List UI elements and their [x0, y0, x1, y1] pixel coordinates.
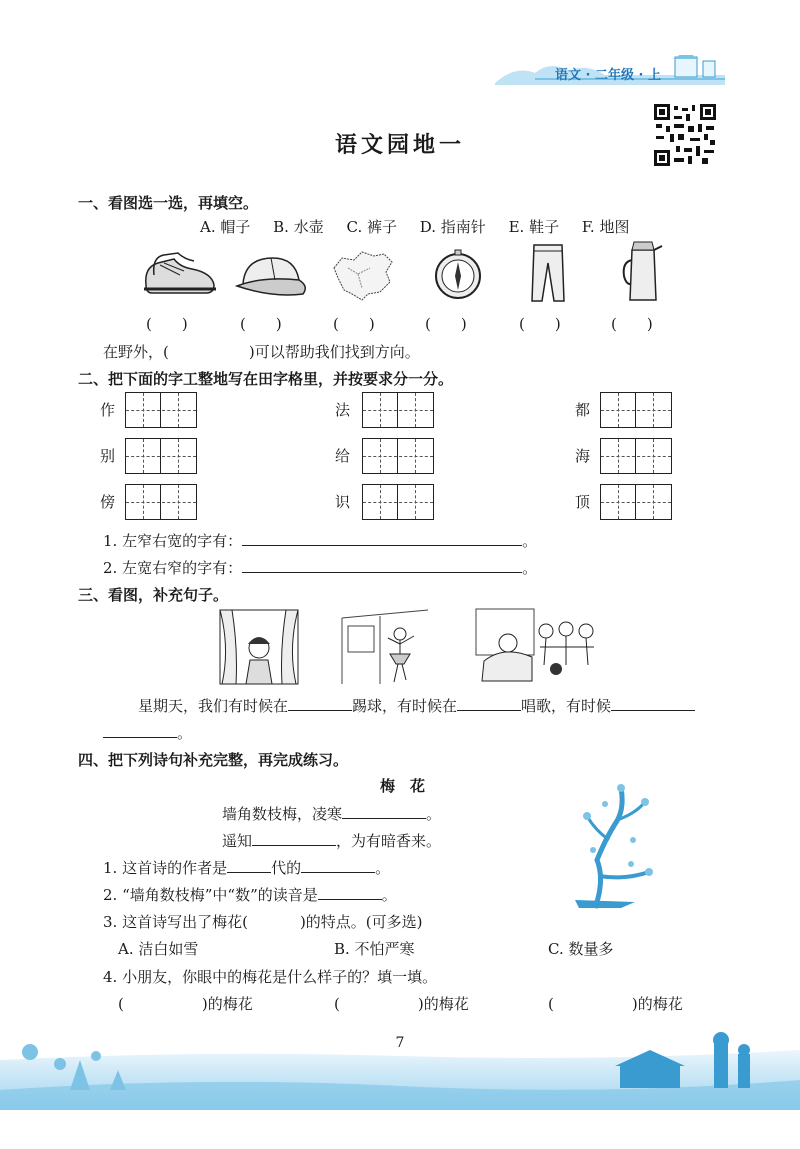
practice-char: 傍: [100, 493, 116, 511]
answer-line[interactable]: [252, 845, 336, 846]
choice-c[interactable]: C. 数量多: [548, 940, 614, 958]
tianzi-grid[interactable]: [125, 438, 197, 474]
question-3-sentence: 星期天，我们有时候在 踢球，有时候在 唱歌，有时候: [138, 695, 695, 716]
question-3-continuation: 。: [103, 722, 192, 743]
tianzi-grid[interactable]: [362, 438, 434, 474]
page-title: 语文园地一: [334, 132, 465, 158]
answer-line[interactable]: [301, 872, 375, 873]
question-2-1: 1. 左窄右宽的字有： 。: [103, 532, 538, 550]
page-number: 7: [395, 1035, 405, 1051]
section-2-heading: 二、把下面的字工整地写在田字格里，并按要求分一分。: [78, 370, 454, 388]
tianzi-grid[interactable]: [600, 392, 672, 428]
option-c: C. 裤子: [346, 218, 397, 236]
tianzi-grid[interactable]: [600, 484, 672, 520]
option-b: B. 水壶: [273, 218, 324, 236]
option-f: F. 地图: [581, 218, 630, 236]
answer-line[interactable]: [611, 710, 695, 711]
map-picture: [328, 248, 398, 303]
dancing-girl-picture: [340, 608, 430, 686]
practice-char: 都: [575, 401, 591, 419]
singing-window-picture: [218, 608, 300, 686]
compass-picture: [433, 248, 483, 303]
footer-decoration: [0, 1020, 800, 1110]
question-2-2: 2. 左宽右窄的字有： 。: [103, 559, 538, 577]
option-d: D. 指南针: [419, 218, 486, 236]
fill-blossom-2[interactable]: ( )的梅花: [334, 995, 469, 1013]
poem-line-1: 墙角数枝梅，凌寒 。: [222, 805, 442, 823]
answer-line[interactable]: [318, 899, 382, 900]
option-a: A. 帽子: [200, 218, 251, 236]
answer-line[interactable]: [288, 710, 352, 711]
tianzi-grid[interactable]: [125, 392, 197, 428]
plum-blossom-picture: [575, 780, 655, 910]
practice-char: 给: [335, 447, 351, 465]
section-4-heading: 四、把下列诗句补充完整，再完成练习。: [78, 751, 349, 769]
choice-a[interactable]: A. 洁白如雪: [118, 940, 199, 958]
tianzi-grid[interactable]: [362, 392, 434, 428]
practice-char: 识: [335, 493, 351, 511]
cap-picture: [233, 250, 313, 300]
answer-line[interactable]: [103, 737, 177, 738]
tianzi-grid[interactable]: [125, 484, 197, 520]
question-4-4: 4. 小朋友，你眼中的梅花是什么样子的？填一填。: [103, 968, 438, 986]
practice-char: 法: [335, 401, 351, 419]
answer-blank-3[interactable]: ( ): [333, 315, 375, 333]
question-4-1: 1. 这首诗的作者是 代的 。: [103, 859, 391, 877]
practice-char: 海: [575, 447, 591, 465]
answer-blank-2[interactable]: ( ): [240, 315, 282, 333]
answer-blank-4[interactable]: ( ): [425, 315, 467, 333]
kettle-picture: [620, 240, 665, 305]
practice-char: 顶: [575, 493, 591, 511]
fill-blossom-1[interactable]: ( )的梅花: [118, 995, 253, 1013]
choice-b[interactable]: B. 不怕严寒: [334, 940, 415, 958]
poem-line-2: 遥知 ，为有暗香来。: [222, 832, 442, 850]
header-label: 语文 · 二年级 · 上: [555, 68, 661, 83]
answer-blank-5[interactable]: ( ): [519, 315, 561, 333]
option-list: [200, 216, 647, 237]
tianzi-grid[interactable]: [600, 438, 672, 474]
answer-line[interactable]: [227, 872, 271, 873]
playing-ball-picture: [474, 605, 606, 687]
answer-line[interactable]: [342, 818, 426, 819]
answer-blank-6[interactable]: ( ): [611, 315, 653, 333]
practice-char: 作: [100, 401, 116, 419]
poem-title: 梅 花: [380, 777, 426, 795]
answer-line[interactable]: [457, 710, 521, 711]
answer-line[interactable]: [242, 545, 522, 546]
answer-line[interactable]: [242, 572, 522, 573]
option-e: E. 鞋子: [508, 218, 560, 236]
practice-char: 别: [100, 447, 116, 465]
tianzi-grid[interactable]: [362, 484, 434, 520]
question-4-3: 3. 这首诗写出了梅花( )的特点。(可多选): [103, 913, 423, 931]
answer-blank-1[interactable]: ( ): [146, 315, 188, 333]
shoes-picture: [140, 245, 220, 300]
question-4-2: 2. “墙角数枝梅”中“数”的读音是 。: [103, 886, 397, 904]
section-1-heading: 一、看图选一选，再填空。: [78, 194, 259, 212]
section-3-heading: 三、看图，补充句子。: [78, 586, 229, 604]
trousers-picture: [528, 243, 568, 305]
fill-sentence: 在野外，( )可以帮助我们找到方向。: [103, 343, 420, 361]
fill-blossom-3[interactable]: ( )的梅花: [548, 995, 683, 1013]
